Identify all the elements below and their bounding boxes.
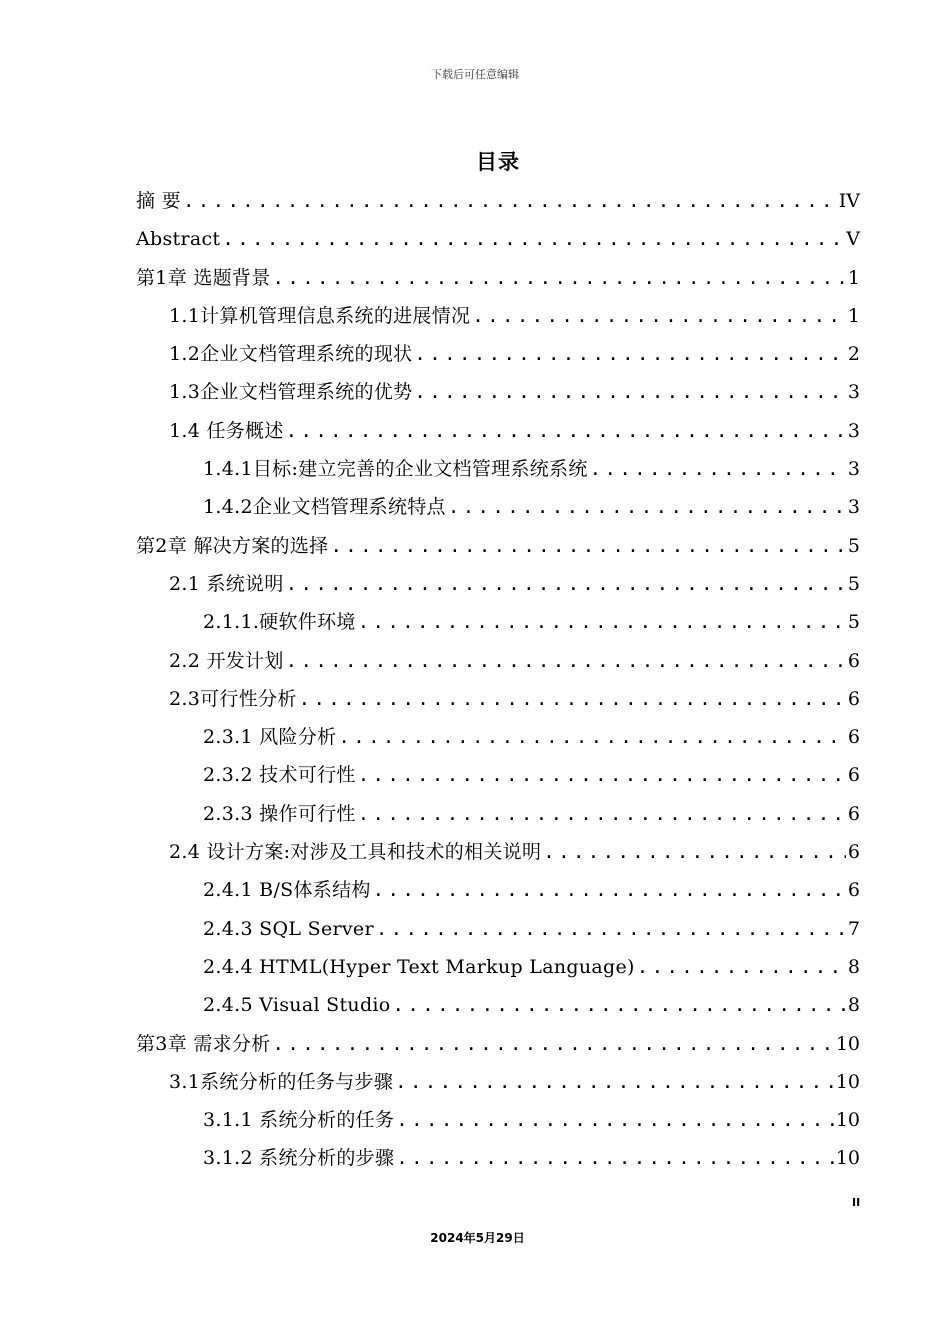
toc-entry-page: 1 xyxy=(847,266,860,289)
page-number: II xyxy=(852,1196,861,1209)
footer-date: 2024年5月29日 xyxy=(430,1231,525,1245)
toc-entry-label: 2.3.1 风险分析 xyxy=(203,726,337,749)
toc-entry[interactable] xyxy=(136,718,860,756)
toc-dot-leader xyxy=(472,297,846,335)
toc-dot-leader xyxy=(590,450,846,488)
toc-dot-leader xyxy=(338,718,846,756)
toc-dot-leader xyxy=(358,795,846,833)
toc-entry[interactable] xyxy=(136,412,860,450)
toc-entry[interactable] xyxy=(136,488,860,526)
toc-entry-label: 第2章 解决方案的选择 xyxy=(136,534,329,557)
toc-entry-page: 7 xyxy=(847,917,860,940)
toc-entry-page: 6 xyxy=(847,841,860,864)
toc-entry[interactable] xyxy=(136,297,860,335)
toc-entry-label: 1.4.2企业文档管理系统特点 xyxy=(203,496,446,519)
toc-entry-page: 6 xyxy=(847,764,860,787)
toc-entry[interactable] xyxy=(136,642,860,680)
toc-entry-label: 1.3企业文档管理系统的优势 xyxy=(169,381,413,404)
toc-dot-leader xyxy=(286,565,846,603)
toc-entry-page: V xyxy=(846,228,860,251)
toc-entry-page: 10 xyxy=(835,1109,860,1132)
toc-entry-page: 3 xyxy=(847,496,860,519)
toc-entry[interactable] xyxy=(136,680,860,718)
toc-entry-label: 摘 要 xyxy=(136,190,181,212)
toc-entry-page: 2 xyxy=(847,343,860,366)
toc-entry-label: 2.1 系统说明 xyxy=(169,572,284,595)
toc-dot-leader xyxy=(448,488,846,526)
toc-entry-label: 2.4 设计方案:对涉及工具和技术的相关说明 xyxy=(169,841,542,864)
toc-dot-leader xyxy=(543,833,846,871)
toc-entry-page: 8 xyxy=(847,955,860,978)
toc-entry-label: 2.4.4 HTML(Hyper Text Markup Language) xyxy=(203,955,635,978)
toc-entry-label: 2.4.1 B/S体系结构 xyxy=(203,879,371,902)
toc-entry[interactable] xyxy=(136,1139,860,1177)
toc-entry-label: 2.3.2 技术可行性 xyxy=(203,764,356,787)
toc-dot-leader xyxy=(286,412,846,450)
toc-entry[interactable] xyxy=(136,220,860,258)
toc-entry-page: 6 xyxy=(847,687,860,710)
toc-entry-label: 2.3.3 操作可行性 xyxy=(203,802,356,825)
toc-entry-page: 10 xyxy=(835,1147,860,1170)
toc-dot-leader xyxy=(395,1063,834,1101)
toc-entry[interactable] xyxy=(136,527,860,565)
toc-entry-label: 1.4 任务概述 xyxy=(169,419,284,442)
toc-dot-leader xyxy=(183,182,837,220)
toc-entry[interactable] xyxy=(136,565,860,603)
toc-entry[interactable] xyxy=(136,603,860,641)
toc-entry-page: 3 xyxy=(847,381,860,404)
toc-entry[interactable] xyxy=(136,795,860,833)
toc-entry-page: 6 xyxy=(847,649,860,672)
toc-dot-leader xyxy=(330,527,845,565)
toc-entry-label: 第3章 需求分析 xyxy=(136,1032,271,1055)
toc-entry-label: 2.1.1.硬软件环境 xyxy=(203,611,356,634)
page-title: 目录 xyxy=(476,150,520,174)
toc-entry-page: 1 xyxy=(847,304,860,327)
toc-entry-label: 1.2企业文档管理系统的现状 xyxy=(169,343,413,366)
toc-entry[interactable] xyxy=(136,182,860,220)
toc-dot-leader xyxy=(414,335,845,373)
toc-entry-page: 5 xyxy=(847,572,860,595)
toc-entry-page: 6 xyxy=(847,802,860,825)
toc-entry-label: Abstract xyxy=(136,228,221,251)
toc-dot-leader xyxy=(414,373,845,411)
toc-dot-leader xyxy=(286,642,846,680)
toc-entry-page: 8 xyxy=(847,994,860,1017)
toc-dot-leader xyxy=(358,756,846,794)
toc-entry[interactable] xyxy=(136,948,860,986)
toc-dot-leader xyxy=(396,1139,834,1177)
toc-entry-page: IV xyxy=(838,190,860,212)
toc-entry-label: 2.4.3 SQL Server xyxy=(203,917,374,940)
toc-entry[interactable] xyxy=(136,986,860,1024)
toc-entry-page: 10 xyxy=(835,1070,860,1093)
toc-entry[interactable] xyxy=(136,1101,860,1139)
toc-entry[interactable] xyxy=(136,910,860,948)
toc-entry[interactable] xyxy=(136,871,860,909)
toc-entry[interactable] xyxy=(136,335,860,373)
toc-entry-page: 3 xyxy=(847,458,860,481)
toc-entry-label: 1.4.1目标:建立完善的企业文档管理系统系统 xyxy=(203,458,588,481)
toc-entry[interactable] xyxy=(136,373,860,411)
toc-dot-leader xyxy=(396,1101,834,1139)
toc-dot-leader xyxy=(358,603,846,641)
toc-entry-page: 5 xyxy=(847,534,860,557)
toc-entry-label: 3.1系统分析的任务与步骤 xyxy=(169,1070,394,1093)
toc-entry-label: 第1章 选题背景 xyxy=(136,266,271,289)
toc-dot-leader xyxy=(273,1025,834,1063)
toc-entry[interactable] xyxy=(136,833,860,871)
toc-dot-leader xyxy=(222,220,844,258)
toc-entry-label: 1.1计算机管理信息系统的进展情况 xyxy=(169,304,471,327)
table-of-contents xyxy=(136,182,860,1178)
toc-entry[interactable] xyxy=(136,1063,860,1101)
toc-dot-leader xyxy=(373,871,846,909)
toc-entry-label: 2.2 开发计划 xyxy=(169,649,284,672)
toc-entry-label: 2.3可行性分析 xyxy=(169,687,297,710)
toc-entry-page: 10 xyxy=(835,1032,860,1055)
toc-entry-page: 6 xyxy=(847,726,860,749)
toc-entry[interactable] xyxy=(136,259,860,297)
toc-entry-label: 2.4.5 Visual Studio xyxy=(203,994,391,1017)
toc-entry-label: 3.1.1 系统分析的任务 xyxy=(203,1109,395,1132)
toc-entry[interactable] xyxy=(136,1025,860,1063)
toc-dot-leader xyxy=(637,948,846,986)
toc-dot-leader xyxy=(393,986,846,1024)
toc-dot-leader xyxy=(273,259,846,297)
toc-entry-page: 3 xyxy=(847,419,860,442)
header-note: 下载后可任意编辑 xyxy=(431,68,519,81)
toc-entry[interactable] xyxy=(136,756,860,794)
toc-entry-label: 3.1.2 系统分析的步骤 xyxy=(203,1147,395,1170)
toc-dot-leader xyxy=(376,910,846,948)
toc-entry[interactable] xyxy=(136,450,860,488)
toc-entry-page: 6 xyxy=(847,879,860,902)
toc-entry-page: 5 xyxy=(847,611,860,634)
toc-dot-leader xyxy=(299,680,846,718)
